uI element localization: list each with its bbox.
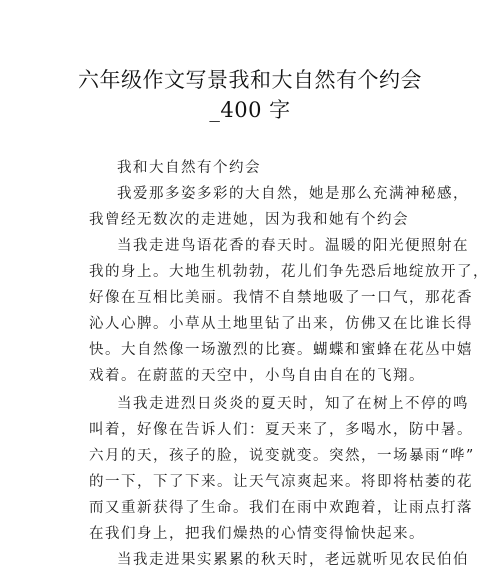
paragraph-line: 戏着。在蔚蓝的天空中，小鸟自由自在的飞翔。 [89,368,425,384]
paragraph-line: 在我们身上，把我们燥热的心情变得愉快起来。 [89,526,425,542]
paragraph-line: 的一下，下了下来。让天气凉爽起来。将即将枯萎的花 [89,474,473,490]
paragraph-line: 我爱那多姿多彩的大自然，她是那么充满神秘感， [117,186,469,202]
paragraph-line: 快。大自然像一场激烈的比赛。蝴蝶和蜜蜂在花丛中嬉 [89,342,473,358]
paragraph-line: 当我走进果实累累的秋天时，老远就听见农民伯伯 [117,552,469,568]
document-title-line-2: _400 字 [209,98,291,122]
paragraph-line: 沁人心脾。小草从土地里钻了出来，仿佛又在比谁长得 [89,316,473,332]
paragraph-line: 当我走进鸟语花香的春天时。温暖的阳光便照射在 [117,238,469,254]
paragraph-line: 好像在互相比美丽。我情不自禁地吸了一口气，那花香 [89,290,473,306]
paragraph-line: 我曾经无数次的走进她，因为我和她有个约会 [89,212,409,228]
paragraph-line: 我和大自然有个约会 [117,160,261,176]
document-title-line-1: 六年级作文写景我和大自然有个约会 [78,68,422,92]
paragraph-line: 而又重新获得了生命。我们在雨中欢跑着，让雨点打落 [89,500,473,516]
paragraph-line: 当我走进烈日炎炎的夏天时，知了在树上不停的鸣 [117,396,469,412]
paragraph-line: 六月的天，孩子的脸，说变就变。突然，一场暴雨“哗” [89,448,475,464]
paragraph-line: 我的身上。大地生机勃勃，花儿们争先恐后地绽放开了， [89,264,489,280]
paragraph-line: 叫着，好像在告诉人们：夏天来了，多喝水，防中暑。 [89,422,473,438]
